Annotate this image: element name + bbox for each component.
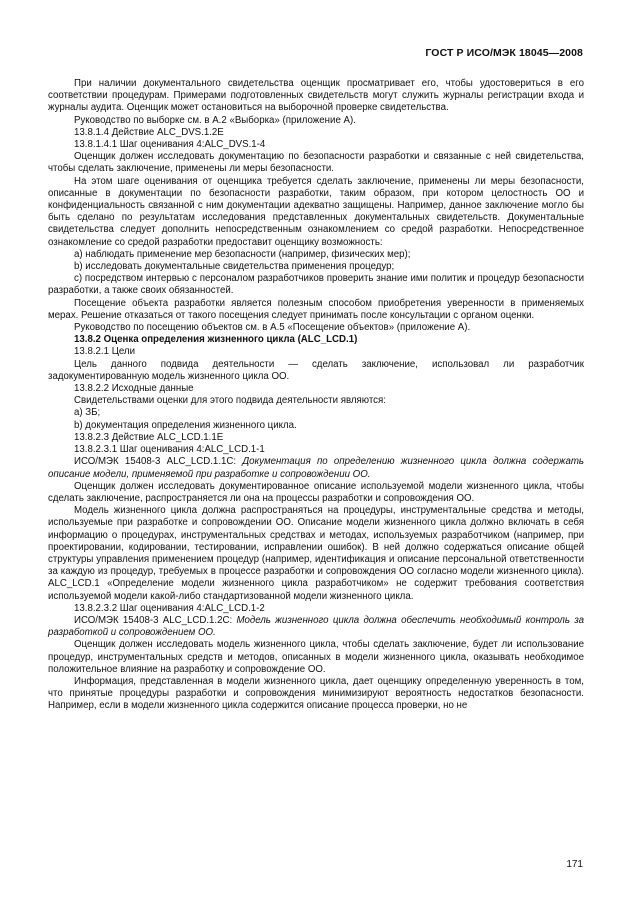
paragraph-text: 13.8.2.3 Действие ALC_LCD.1.1E [74, 431, 224, 443]
page-number: 171 [566, 859, 583, 870]
paragraph [48, 139, 584, 151]
paragraph-text: 13.8.2.2 Исходные данные [74, 383, 194, 395]
paragraph [48, 420, 584, 432]
paragraph-text: Посещение объекта разработки является полезным способом приобретения уверенности в применяемых мерах. Решение отказаться от такого посещения следует принимать после консультации с органом оценки. [48, 297, 584, 321]
paragraph-italic-text: Документация по определению жизненного цикла должна содержать описание модели, применяемой при разработке и сопровождении ОО. [48, 456, 585, 480]
paragraph-text: Свидетельствами оценки для этого подвида деятельности являются: [74, 395, 386, 407]
paragraph [48, 395, 584, 407]
paragraph-italic-text: Модель жизненного цикла должна обеспечить необходимый контроль за разработкой и сопровождением ОО. [48, 614, 585, 639]
paragraph [48, 359, 584, 383]
paragraph [48, 322, 584, 334]
paragraph-text: c) посредством интервью с персоналом разработчиков проверить знание ими политик и процедур безопасности разработки, а также своих обязанностей. [48, 273, 584, 297]
paragraph [48, 383, 584, 395]
document-header: ГОСТ Р ИСО/МЭК 18045—2008 [425, 47, 583, 59]
paragraph-text: ИСО/МЭК 15408-3 ALC_LCD.1.2C: [74, 614, 237, 626]
paragraph-text: Руководство по выборке см. в А.2 «Выборка» (приложение А). [74, 114, 356, 126]
paragraph-text: Информация, представленная в модели жизненного цикла, дает оценщику определенную уверенность в том, что принятые процедуры разработки и сопровождения минимизируют вероятность недостатков безопасности. Например, если в модели жизненного цикла содержится описание процесса проверки, но не [48, 675, 584, 712]
paragraph [48, 481, 584, 505]
paragraph [48, 603, 584, 615]
paragraph-text: На этом шаге оценивания от оценщика требуется сделать заключение, применены ли меры безопасности, описанные в документации по безопасности разработки, таким образом, при котором целостность ОО и конфиденциальность связанной с ним документации адекватно защищены. Например, данное заключение могло бы быть сделано по результатам исследования представленных документальных свидетельств. Документальные свидетельства следует дополнить непосредственным ознакомлением со средой разработки. Непосредственное ознакомление со средой разработки предоставит оценщику возможность: [48, 175, 584, 248]
paragraph [48, 78, 584, 115]
document-body [48, 78, 584, 713]
paragraph-text: b) исследовать документальные свидетельства применения процедур; [74, 261, 395, 273]
paragraph [48, 261, 584, 273]
paragraph [48, 456, 584, 480]
paragraph [48, 432, 584, 444]
paragraph [48, 249, 584, 261]
paragraph [48, 346, 584, 358]
paragraph [48, 505, 584, 603]
paragraph [48, 615, 584, 639]
paragraph-text: a) ЗБ; [74, 407, 101, 419]
paragraph-text: a) наблюдать применение мер безопасности (например, физических мер); [74, 248, 411, 260]
paragraph-text: Оценщик должен исследовать модель жизненного цикла, чтобы сделать заключение, будет ли использование процедур, инструментальных средств и методов, описанных в модели жизненного цикла, оказывать необходимое положительное влияние на разработку и сопровождение ОО. [48, 639, 584, 675]
paragraph-text: 13.8.2.1 Цели [74, 346, 136, 358]
paragraph-text: При наличии документального свидетельства оценщик просматривает его, чтобы удостовериться в его соответствии процедурам. Примерами подготовленных свидетельств могут служить журналы регистрации входа и журналы аудита. Оценщик может остановиться на выборочной проверке свидетельства. [48, 78, 584, 114]
paragraph-text: 13.8.1.4.1 Шаг оценивания 4:ALC_DVS.1-4 [74, 139, 266, 151]
paragraph [48, 273, 584, 297]
paragraph [48, 334, 584, 346]
paragraph-text: 13.8.2.3.2 Шаг оценивания 4:ALC_LCD.1-2 [74, 602, 265, 614]
paragraph-text: 13.8.1.4 Действие ALC_DVS.1.2E [74, 126, 224, 138]
paragraph [48, 115, 584, 127]
paragraph-text: 13.8.2.3.1 Шаг оценивания 4:ALC_LCD.1-1 [74, 444, 265, 456]
paragraph-text: Оценщик должен исследовать документированное описание используемой модели жизненного цикла, чтобы сделать заключение, распространяется ли она на процессы разработки и сопровождения ОО. [48, 480, 584, 504]
paragraph-text: Цель данного подвида деятельности — сделать заключение, использовал ли разработчик задокументированную модель жизненного цикла ОО. [48, 358, 584, 382]
paragraph-text: Оценщик должен исследовать документацию по безопасности разработки и связанные с ней свидетельства, чтобы сделать заключение, применены ли меры безопасности. [48, 151, 584, 175]
paragraph [48, 176, 584, 249]
paragraph [48, 298, 584, 322]
paragraph [48, 151, 584, 175]
paragraph [48, 444, 584, 456]
paragraph-text: Руководство по посещению объектов см. в А.5 «Посещение объектов» (приложение А). [74, 322, 471, 334]
paragraph [48, 676, 584, 713]
paragraph-text: 13.8.2 Оценка определения жизненного цикла (ALC_LCD.1) [74, 334, 358, 346]
paragraph [48, 407, 584, 419]
paragraph [48, 639, 584, 676]
paragraph-text: Модель жизненного цикла должна распространяться на процедуры, инструментальные средства и методы, используемые при разработке и сопровождении ОО. Описание модели жизненного цикла должно включать в себя информацию о процедурах, инструментальных средствах и методах, используемых разработчиком (например, при проектировании, кодировании, тестировании, исправлении ошибок). В ней должно содержаться описание общей структуры управления применением процедур (например, идентификация и описание персональной ответственности за каждую из процедур, требуемых в процессе разработки и сопровождения ОО согласно модели жизненного цикла). ALC_LCD.1 «Определение модели жизненного цикла разработчиком» не содержит требования соответствия используемой модели какой-либо стандартизованной модели жизненного цикла. [48, 505, 584, 602]
paragraph-text: ИСО/МЭК 15408-3 ALC_LCD.1.1C: [74, 456, 243, 468]
paragraph [48, 127, 584, 139]
paragraph-text: b) документация определения жизненного цикла. [74, 419, 297, 431]
